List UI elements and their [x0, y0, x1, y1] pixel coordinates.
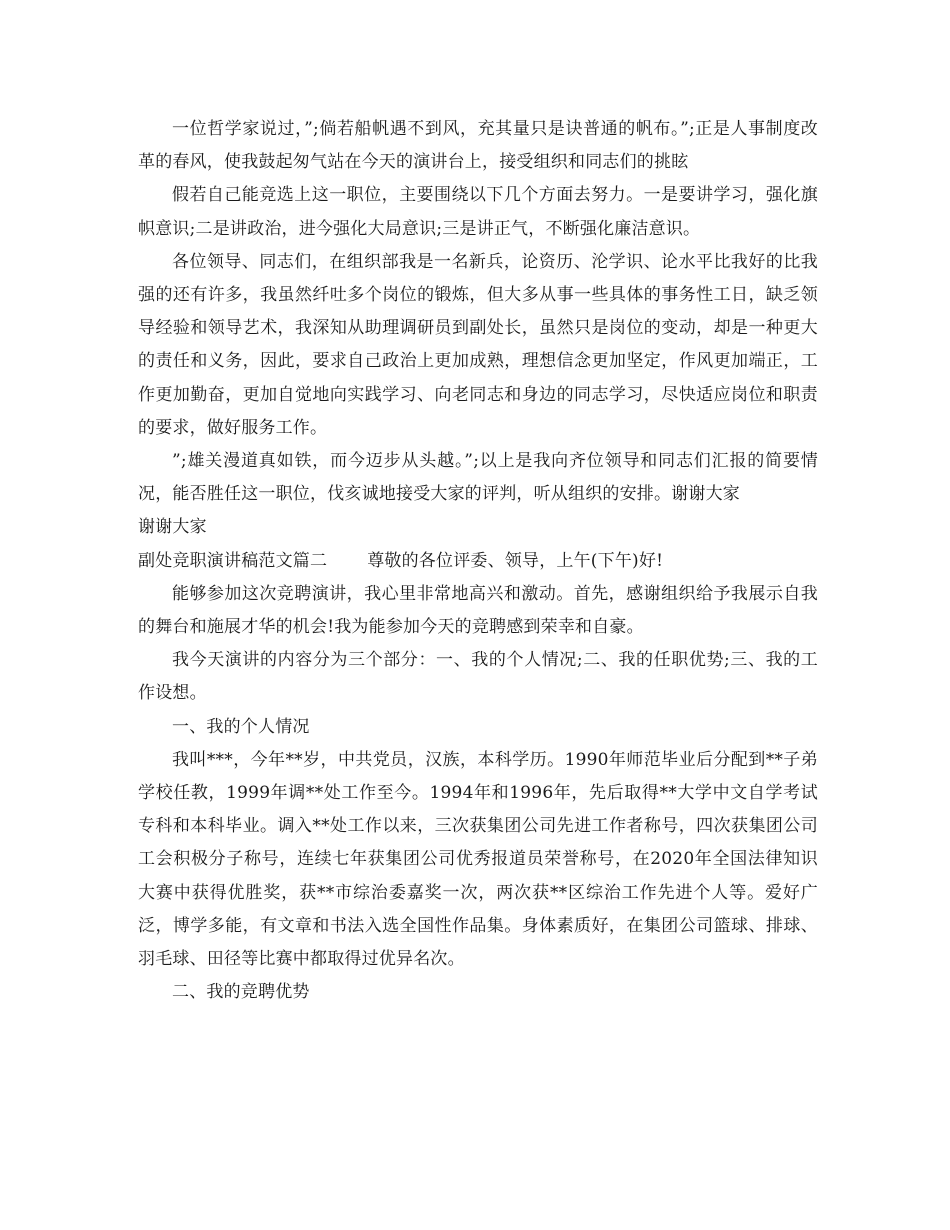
section-greeting: 尊敬的各位评委、领导，上午(下午)好! — [367, 550, 664, 571]
section-heading — [138, 545, 818, 578]
paragraph-personal-info: 我叫***，今年**岁，中共党员，汉族，本科学历。1990年师范毕业后分配到**子弟学校任教，1999年调**处工作至今。1994年和1996年，先后取得**大学中文自学考试专科和本科毕业。调入**处工作以来，三次获集团公司先进工作者称号，四次获集团公司工会积极分子称号，连续七年获集团公司优秀报道员荣誉称号，在2020年全国法律知识大赛中获得优胜奖，获**市综治委嘉奖一次，两次获**区综治工作先进个人等。爱好广泛，博学多能，有文章和书法入选全国性作品集。身体素质好，在集团公司篮球、排球、羽毛球、田径等比赛中都取得过优异名次。 — [138, 749, 818, 970]
section-title: 副处竞职演讲稿范文篇二 — [138, 550, 328, 571]
document-body — [138, 113, 818, 1009]
paragraph-new-soldier: 各位领导、同志们，在组织部我是一名新兵，论资历、沦学识、论水平比我好的比我强的还有许多，我虽然纤吐多个岗位的锻炼，但大多从事一些具体的事务性工日，缺乏领导经验和领导艺术，我深知从助理调研员到副处长，虽然只是岗位的变动，却是一种更大的责任和义务，因此，要求自己政治上更加成熟，理想信念更加坚定，作风更加端正，工作更加勤奋，更加自觉地向实践学习、向老同志和身边的同志学习，尽快适应岗位和职责的要求，做好服务工作。 — [138, 251, 818, 438]
paragraph-efforts: 假若自己能竞选上这一职位，主要围绕以下几个方面去努力。一是要讲学习，强化旗帜意识;二是讲政治，进今强化大局意识;三是讲正气，不断强化廉洁意识。 — [138, 185, 818, 239]
subheading-personal: 一、我的个人情况 — [172, 716, 310, 737]
paragraph-thanks: 谢谢大家 — [138, 517, 207, 538]
paragraph-honored: 能够参加这次竞聘演讲，我心里非常地高兴和激动。首先，感谢组织给予我展示自我的舞台和施展才华的机会!我为能参加今天的竞聘感到荣幸和自豪。 — [138, 583, 818, 638]
subheading-advantages: 二、我的竞聘优势 — [172, 982, 310, 1003]
paragraph-philosopher-quote: 一位哲学家说过，”;倘若船帆遇不到风，充其量只是诀普通的帆布。”;正是人事制度改革的春风，使我鼓起匆气站在今天的演讲台上，接受组织和同志们的挑眩 — [138, 119, 818, 173]
paragraph-closing: ”;雄关漫道真如铁，而今迈步从头越。”;以上是我向齐位领导和同志们汇报的简要情况，能否胜任这一职位，伐亥诚地接受大家的评判，听从组织的安排。谢谢大家 — [138, 451, 818, 505]
paragraph-outline: 我今天演讲的内容分为三个部分：一、我的个人情况;二、我的任职优势;三、我的工作设想。 — [138, 650, 818, 704]
